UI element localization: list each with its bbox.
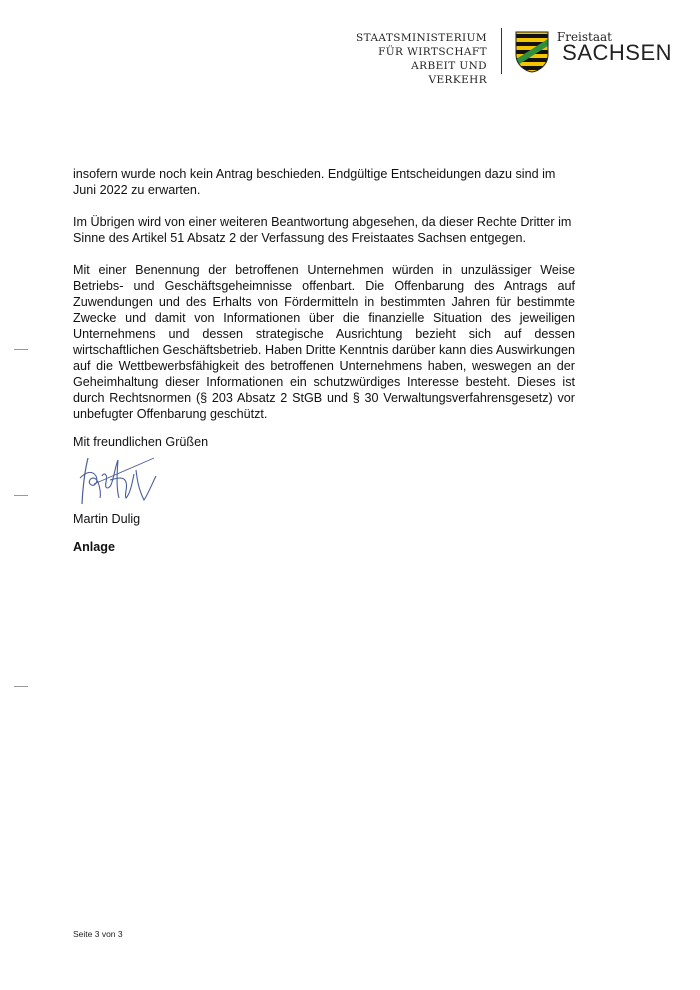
ministry-name (356, 31, 487, 87)
page-number: Seite 3 von 3 (73, 929, 123, 939)
handwritten-signature (74, 454, 160, 510)
punch-mark (14, 495, 28, 496)
paragraph-1: insofern wurde noch kein Antrag beschieden. Endgültige Entscheidungen dazu sind im Juni 2022 zu erwarten. (73, 167, 556, 197)
closing-greeting: Mit freundlichen Grüßen (73, 435, 209, 449)
paragraph-3: Mit einer Benennung der betroffenen Unternehmen würden in unzulässiger Weise Betriebs- und Geschäftsgeheimnisse offenbart. Die Offenbarung des Antrags auf Zuwendungen und des Erhalts von Fördermitteln in bestimmten Jahren für bestimmte Zwecke und damit von Informationen über die finanzielle Situation des jeweiligen Unternehmens und dessen strategische Ausrichtung bezieht sich auf dessen wirtschaftlichen Geschäftsbetrieb. Haben Dritte Kenntnis darüber kann dies Auswirkungen auf die Wettbewerbsfähigkeit des betroffenen Unternehmens haben, weswegen an der Geheimhaltung dieser Informationen ein schutzwürdiges Interesse besteht. Dieses ist durch Rechtsnormen (§ 203 Absatz 2 StGB und § 30 Verwaltungsverfahrensgesetz) vor unbefugter Offenbarung geschützt. (73, 263, 575, 421)
ministry-line-2: FÜR WIRTSCHAFT (378, 46, 487, 58)
ministry-line-3: ARBEIT UND VERKEHR (411, 60, 487, 86)
paragraph-2: Im Übrigen wird von einer weiteren Beantwortung abgesehen, da dieser Rechte Dritter im Sinne des Artikel 51 Absatz 2 der Verfassung des Freistaates Sachsen entgegen. (73, 215, 572, 245)
saxony-coat-of-arms-icon (515, 31, 549, 73)
signatory-name: Martin Dulig (73, 512, 141, 526)
fold-mark-top (14, 349, 28, 350)
state-label-small: Freistaat (556, 30, 612, 44)
state-label-large: SACHSEN (562, 40, 672, 65)
letterhead (356, 26, 672, 86)
fold-mark-bottom (14, 686, 28, 687)
header-divider (501, 28, 502, 74)
ministry-line-1: STAATSMINISTERIUM (356, 32, 487, 44)
letter-body (73, 166, 575, 438)
attachment-label: Anlage (73, 540, 115, 554)
